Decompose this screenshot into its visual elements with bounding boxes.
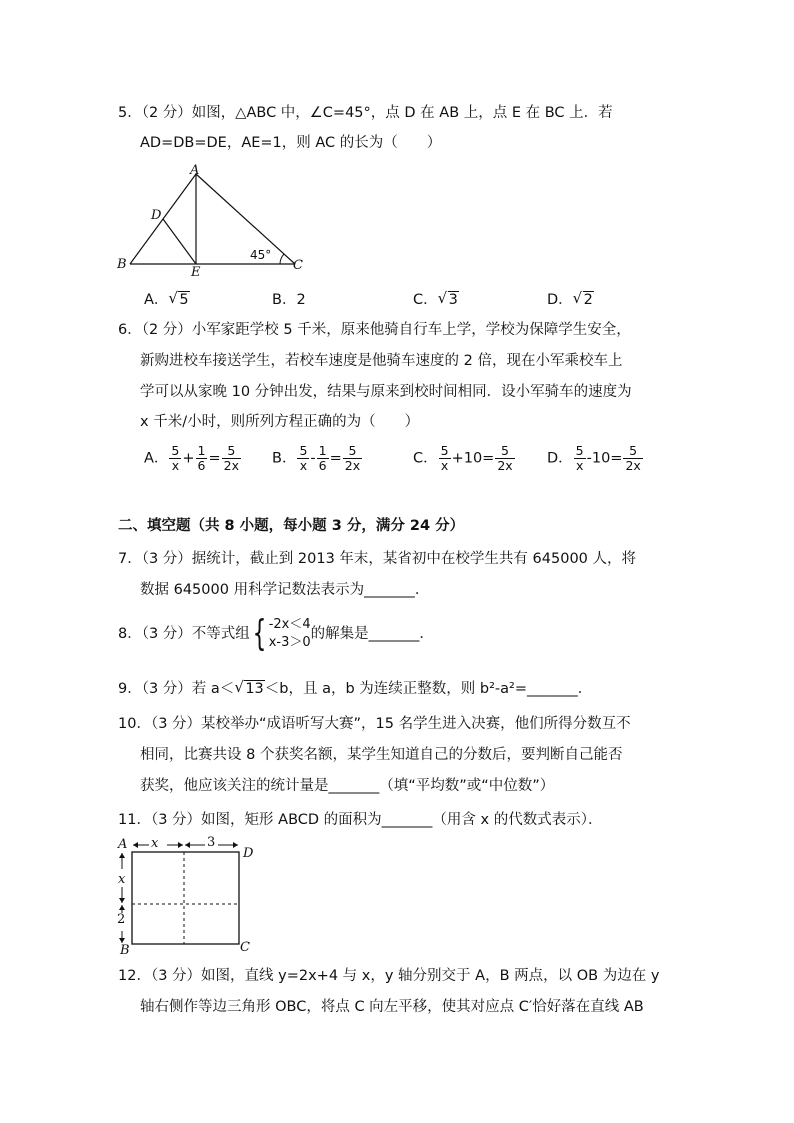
q5-option-a[interactable]: A． √ 5	[144, 289, 189, 308]
q6-line1: 6．（2 分）小军家距学校 5 千米，原来他骑自行车上学，学校为保障学生安全，	[118, 322, 631, 338]
section-heading: 二、填空题（共 8 小题，每小题 3 分，满分 24 分）	[118, 518, 465, 534]
q11-line1: 11．（3 分）如图，矩形 ABCD 的面积为_______（用含 x 的代数式表示）．	[118, 812, 603, 828]
q10-line1: 10．（3 分）某校举办“成语听写大赛”，15 名学生进入决赛，他们所得分数互不	[118, 716, 631, 732]
q11-label-b: B	[120, 943, 130, 958]
q5-stem-line1: 5．（2 分）如图，△ABC 中，∠C=45°，点 D 在 AB 上，点 E 在 BC 上．若	[118, 105, 613, 121]
q9-line: 9．（3 分）若 a＜ √ 13＜b，且 a，b 为连续正整数，则 b²-a²=_______．	[118, 678, 593, 697]
q5-label-a: A	[190, 163, 200, 178]
q5-label-b: B	[117, 257, 127, 272]
q6-option-a[interactable]: A． $\frac{5}{x}$ + $\frac{1}{6}$ = $\frac{5}{2x}$	[144, 443, 239, 473]
q12-line1: 12．（3 分）如图，直线 y=2x+4 与 x，y 轴分别交于 A，B 两点，以 OB 为边在 y	[118, 968, 660, 984]
q5-angle-label: 45°	[250, 248, 272, 262]
q11-side-x: x	[118, 872, 126, 887]
q7-line1: 7．（3 分）据统计，截止到 2013 年末，某省初中在校学生共有 645000 人，将	[118, 551, 636, 567]
q10-line3: 获奖，他应该关注的统计量是_______（填“平均数”或“中位数”）	[140, 778, 555, 794]
q5-triangle-figure	[110, 160, 310, 280]
q7-line2: 数据 645000 用科学记数法表示为_______．	[140, 582, 430, 598]
q8-line: 8．（3 分）不等式组{ -2x＜4 x-3＞0 的解集是_______．	[118, 613, 434, 654]
q6-option-c[interactable]: C． $\frac{5}{x}$ +10= $\frac{5}{2x}$	[413, 443, 513, 473]
q5-option-c[interactable]: C． √ 3	[413, 289, 458, 308]
q6-option-d[interactable]: D． $\frac{5}{x}$ -10= $\frac{5}{2x}$	[547, 443, 641, 473]
q11-side-2: 2	[117, 912, 126, 927]
q6-line2: 新购进校车接送学生，若校车速度是他骑车速度的 2 倍，现在小军乘校车上	[140, 353, 623, 369]
q6-option-b[interactable]: B． $\frac{5}{x}$ - $\frac{1}{6}$ = $\frac{5}{2x}$	[272, 443, 361, 473]
q11-label-a: A	[118, 837, 128, 852]
q5-stem-line2: AD=DB=DE，AE=1，则 AC 的长为（ ）	[140, 135, 442, 151]
q10-line2: 相同，比赛共设 8 个获奖名额，某学生知道自己的分数后，要判断自己能否	[140, 747, 623, 763]
q11-top-x: x	[151, 836, 159, 851]
q5-option-d[interactable]: D． √ 2	[547, 289, 593, 308]
q11-label-c: C	[240, 940, 250, 955]
q6-line4: x 千米/小时，则所列方程正确的为（ ）	[140, 414, 420, 430]
q12-line2: 轴右侧作等边三角形 OBC，将点 C 向左平移，使其对应点 C′恰好落在直线 AB	[140, 999, 644, 1015]
q5-label-c: C	[293, 258, 303, 273]
q11-top-3: 3	[207, 835, 216, 850]
q11-rectangle-figure	[112, 836, 262, 956]
q6-line3: 学可以从家晚 10 分钟出发，结果与原来到校时间相同．设小军骑车的速度为	[140, 384, 632, 400]
q11-label-d: D	[243, 846, 254, 861]
q5-label-e: E	[191, 265, 201, 280]
q5-label-d: D	[151, 208, 162, 223]
q5-option-b[interactable]: B．2	[272, 292, 306, 308]
